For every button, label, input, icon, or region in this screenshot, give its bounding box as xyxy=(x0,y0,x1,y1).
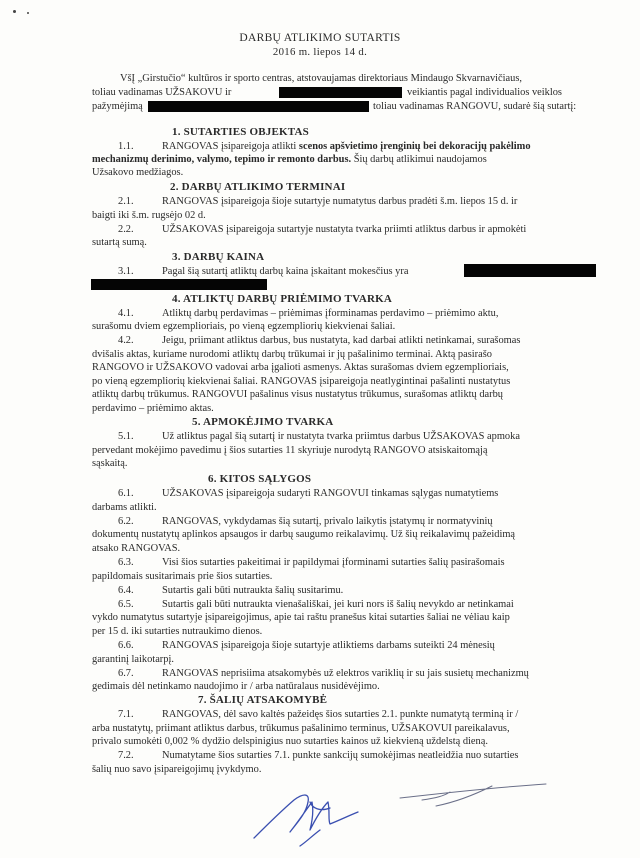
clause-6-7-line-2: gedimais dėl netinkamo naudojimo ir / arba natūralaus nusidėvėjimo. xyxy=(92,681,380,692)
intro-line-1: VšĮ „Girstučio“ kultūros ir sporto centras, atstovaujamas direktoriaus Mindaugo Skvarnavičiaus, xyxy=(120,73,522,84)
signature-right xyxy=(396,776,556,826)
clause-6-6-line-1 xyxy=(118,639,495,652)
clause-4-2-line-3: RANGOVO ir UŽSAKOVO vadovai arba įgalioti asmenys. Aktas surašomas dviem egzemplioriais, xyxy=(92,362,509,373)
clause-6-2-line-3: atsako RANGOVAS. xyxy=(92,543,181,554)
clause-4-1-line-1 xyxy=(118,307,498,320)
clause-7-1-line-2: arba nustatytų, priimant atliktus darbus, trūkumus pašalinimo terminus, UŽSAKOVUI pareikalavus, xyxy=(92,723,510,734)
clause-2-1-line-1 xyxy=(118,195,517,208)
clause-5-1-line-1 xyxy=(118,430,520,443)
clause-number: 4.1. xyxy=(118,308,134,319)
clause-2-1-line-2: baigti iki š.m. rugsėjo 02 d. xyxy=(92,210,206,221)
clause-4-2-line-2: dvišalis aktas, kuriame nurodomi atliktų darbų trūkumai ir jų pašalinimo terminai. Aktą pasirašo xyxy=(92,349,492,360)
section-4-heading: 4. ATLIKTŲ DARBŲ PRIĖMIMO TVARKA xyxy=(172,293,393,305)
clause-number: 6.7. xyxy=(118,668,134,679)
intro-line-2a: toliau vadinamas UŽSAKOVU ir xyxy=(92,87,232,98)
clause-7-1-line-1 xyxy=(118,708,518,721)
clause-6-5-line-3: per 15 d. iki sutarties nutraukimo dienos. xyxy=(92,626,263,637)
clause-text: Visi šios sutarties pakeitimai ir papildymai įforminami sutarties šalių pasirašomais xyxy=(162,557,505,568)
clause-number: 2.1. xyxy=(118,196,134,207)
clause-3-1-line-1 xyxy=(118,265,408,278)
clause-text: UŽSAKOVAS įsipareigoja sutartyje nustatyta tvarka priimti atliktus darbus ir apmokėti xyxy=(162,224,527,235)
intro-line-3b: toliau vadinamas RANGOVU, sudarė šią sutartį: xyxy=(373,101,577,112)
clause-6-3-line-2: papildomais susitarimais prie šios sutarties. xyxy=(92,571,273,582)
section-5-heading: 5. APMOKĖJIMO TVARKA xyxy=(192,416,334,428)
clause-text: Šių darbų atlikimui naudojamos xyxy=(353,154,487,165)
document-title: DARBŲ ATLIKIMO SUTARTIS xyxy=(239,32,401,44)
clause-6-3-line-1 xyxy=(118,556,505,569)
clause-4-2-line-1 xyxy=(118,334,520,347)
redaction-bar xyxy=(464,264,596,277)
clause-text: UŽSAKOVAS įsipareigoja sudaryti RANGOVUI tinkamas sąlygas numatytiems xyxy=(162,488,499,499)
clause-4-1-line-2: surašomu dviem egzemplioriais, po vieną egzempliorių kiekvienai šaliai. xyxy=(92,321,396,332)
clause-number: 6.6. xyxy=(118,640,134,651)
clause-text: Sutartis gali būti nutraukta vienašališkai, jei kuri nors iš šalių nevykdo ar netinkamai xyxy=(162,599,514,610)
clause-4-2-line-6: perdavimo – priėmimo aktas. xyxy=(92,403,214,414)
intro-line-3a: pažymėjimą xyxy=(92,101,143,112)
clause-7-2-line-1 xyxy=(118,749,518,762)
clause-number: 6.3. xyxy=(118,557,134,568)
clause-6-2-line-1 xyxy=(118,515,493,528)
clause-number: 3.1. xyxy=(118,266,134,277)
clause-text: RANGOVAS, dėl savo kaltės pažeidęs šios sutarties 2.1. punkte numatytą terminą ir / xyxy=(162,709,519,720)
clause-text: RANGOVAS įsipareigoja šioje sutartyje numatytus darbus pradėti š.m. liepos 15 d. ir xyxy=(162,196,518,207)
scan-speck xyxy=(13,10,16,13)
clause-1-1-line-2 xyxy=(92,153,487,166)
section-6-heading: 6. KITOS SĄLYGOS xyxy=(208,473,312,485)
clause-6-1-line-1 xyxy=(118,487,498,500)
section-1-heading: 1. SUTARTIES OBJEKTAS xyxy=(172,126,309,138)
clause-number: 4.2. xyxy=(118,335,134,346)
clause-6-5-line-1 xyxy=(118,598,514,611)
clause-number: 7.2. xyxy=(118,750,134,761)
clause-number: 6.2. xyxy=(118,516,134,527)
clause-1-1-line-1 xyxy=(118,140,531,153)
clause-number: 6.4. xyxy=(118,585,134,596)
clause-text: Sutartis gali būti nutraukta šalių susitarimu. xyxy=(162,585,344,596)
clause-6-7-line-1 xyxy=(118,667,529,680)
section-7-heading: 7. ŠALIŲ ATSAKOMYBĖ xyxy=(198,694,328,706)
clause-text: Už atliktus pagal šią sutartį ir nustatyta tvarka priimtus darbus UŽSAKOVAS apmoka xyxy=(162,431,520,442)
clause-6-6-line-2: garantinį laikotarpį. xyxy=(92,654,174,665)
clause-4-2-line-5: atliktų darbų trūkumus. RANGOVUI pašalinus visus nustatytus trūkumus, surašomas atliktų darbų xyxy=(92,389,503,400)
clause-5-1-line-2: pervedant mokėjimo pavedimu į šios sutarties 11 skyriuje nurodytą RANGOVO atsiskaitomąją xyxy=(92,445,488,456)
scan-speck xyxy=(27,12,29,14)
clause-text: RANGOVAS įsipareigoja šioje sutartyje atliktiems darbams suteikti 24 mėnesių xyxy=(162,640,495,651)
clause-6-2-line-2: dokumentų nustatytų aplinkos apsaugos ir darbų saugumo reikalavimų. Už šių reikalavimų pažeidimą xyxy=(92,529,516,540)
clause-text-bold: mechanizmų derinimo, valymo, tepimo ir remonto darbus. xyxy=(92,154,352,165)
clause-4-2-line-4: po vieną egzempliorių kiekvienai šaliai. RANGOVAS įsipareigoja neatlygintinai pašalinti nustatytus xyxy=(92,376,511,387)
clause-7-2-line-2: šalių nuo savo įsipareigojimų įvykdymo. xyxy=(92,764,262,775)
signature-stroke xyxy=(400,784,546,806)
clause-number: 1.1. xyxy=(118,141,134,152)
clause-5-1-line-3: sąskaitą. xyxy=(92,458,128,469)
redaction-bar xyxy=(91,279,267,290)
clause-text: RANGOVAS neprisiima atsakomybės už elektros variklių ir su jais susietų mechanizmų xyxy=(162,668,529,679)
clause-text: Atliktų darbų perdavimas – priėmimas įforminamas perdavimo – priėmimo aktu, xyxy=(162,308,499,319)
signature-left xyxy=(250,772,370,852)
clause-1-1-line-3: Užsakovo medžiagos. xyxy=(92,167,184,178)
clause-number: 2.2. xyxy=(118,224,134,235)
clause-number: 7.1. xyxy=(118,709,134,720)
clause-number: 6.1. xyxy=(118,488,134,499)
clause-text: RANGOVAS, vykdydamas šią sutartį, privalo laikytis įstatymų ir normatyvinių xyxy=(162,516,493,527)
clause-2-2-line-2: sutartą sumą. xyxy=(92,237,147,248)
clause-text: RANGOVAS įsipareigoja atlikti xyxy=(162,141,297,152)
clause-text: Pagal šią sutartį atliktų darbų kaina įskaitant mokesčius yra xyxy=(162,266,409,277)
clause-number: 5.1. xyxy=(118,431,134,442)
redaction-bar xyxy=(148,101,369,112)
intro-line-2b: veikiantis pagal individualios veiklos xyxy=(407,87,562,98)
clause-text-bold: scenos apšvietimo įrenginių bei dekoracijų pakėlimo xyxy=(298,141,531,152)
section-3-heading: 3. DARBŲ KAINA xyxy=(172,251,265,263)
clause-6-1-line-2: darbams atlikti. xyxy=(92,502,157,513)
clause-number: 6.5. xyxy=(118,599,134,610)
clause-text: Numatytame šios sutarties 7.1. punkte sankcijų sumokėjimas neatleidžia nuo sutarties xyxy=(162,750,519,761)
clause-6-5-line-2: vykdo numatytus sutartyje įsipareigojimus, apie tai raštu pranešus kitai sutarties šaliai ne vėliau kaip xyxy=(92,612,510,623)
clause-text: Jeigu, priimant atliktus darbus, bus nustatyta, kad darbai atlikti netinkamai, surašomas xyxy=(162,335,521,346)
clause-6-4-line-1 xyxy=(118,584,343,597)
clause-2-2-line-1 xyxy=(118,223,526,236)
clause-7-1-line-3: privalo sumokėti 0,002 % dydžio delspinigius nuo sutarties kainos už kiekvieną uždelstą dieną. xyxy=(92,736,488,747)
section-2-heading: 2. DARBŲ ATLIKIMO TERMINAI xyxy=(170,181,346,193)
redaction-bar xyxy=(279,87,402,98)
signature-stroke xyxy=(254,795,358,846)
document-date: 2016 m. liepos 14 d. xyxy=(272,46,368,58)
